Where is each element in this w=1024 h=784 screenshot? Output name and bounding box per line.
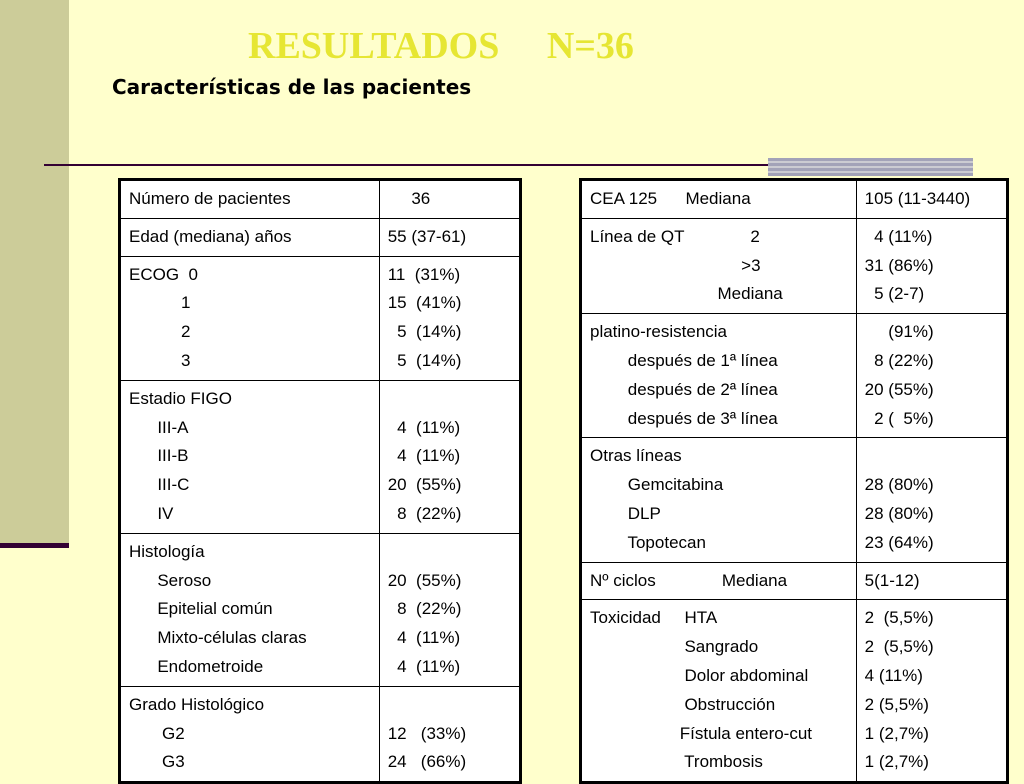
label-line: G2 — [129, 723, 185, 743]
label-line: Grado Histológico — [129, 694, 265, 714]
treatment-results-table — [579, 178, 1009, 784]
label-line: Fístula entero-cut — [590, 723, 813, 743]
value-line: 1 (2,7%) — [864, 752, 929, 772]
label-line: Epitelial común — [129, 599, 273, 619]
row-value-cell — [856, 438, 1007, 562]
label-line: III-B — [129, 446, 189, 466]
value-line: 8 (22%) — [387, 503, 462, 523]
row-value-cell — [856, 218, 1007, 313]
label-line: después de 3ª línea — [590, 408, 778, 428]
label-line: Mediana — [590, 284, 783, 304]
label-line: Número de pacientes — [129, 189, 291, 208]
value-line: 4 (11%) — [387, 417, 461, 437]
row-label-cell — [120, 533, 380, 686]
value-line: 4 (11%) — [864, 665, 923, 685]
slide-subtitle: Características de las pacientes — [112, 75, 472, 99]
label-line: G3 — [129, 752, 185, 772]
label-line: Mixto-células claras — [129, 628, 307, 648]
label-line: platino-resistencia — [590, 322, 728, 342]
table-row — [581, 180, 1008, 219]
value-line: 11 (31%) — [387, 264, 461, 284]
row-value-cell — [379, 218, 520, 256]
label-line: Estadio FIGO — [129, 388, 232, 408]
label-line: Edad (mediana) años — [129, 226, 292, 246]
value-line: 4 (11%) — [387, 628, 461, 648]
row-label-cell — [581, 218, 857, 313]
label-line: Histología — [129, 541, 205, 561]
value-line: 8 (22%) — [387, 599, 462, 619]
slide-title: RESULTADOS N=36 — [248, 25, 634, 67]
value-line: 23 (64%) — [864, 532, 934, 552]
value-line: 36 — [387, 189, 431, 208]
label-line: después de 1ª línea — [590, 350, 778, 370]
row-label-cell — [120, 256, 380, 380]
table-row — [120, 218, 521, 256]
label-line: Otras líneas — [590, 446, 682, 466]
row-value-cell — [379, 533, 520, 686]
row-label-cell — [120, 686, 380, 782]
value-line: 1 (2,7%) — [864, 723, 929, 743]
label-line: Obstrucción — [590, 694, 776, 714]
label-line: III-C — [129, 475, 190, 495]
label-line: Nº ciclos Mediana — [590, 570, 788, 590]
label-line: Línea de QT 2 — [590, 226, 760, 246]
row-value-cell — [379, 380, 520, 533]
value-line: 20 (55%) — [387, 570, 462, 590]
row-value-cell — [379, 686, 520, 782]
label-line: >3 — [590, 255, 761, 275]
value-line — [388, 385, 511, 414]
row-value-cell — [379, 180, 520, 219]
value-line — [388, 538, 511, 567]
row-label-cell — [581, 438, 857, 562]
table-row — [120, 533, 521, 686]
row-label-cell — [120, 218, 380, 256]
row-value-cell — [856, 600, 1007, 783]
value-line: 28 (80%) — [864, 475, 934, 495]
value-line: 31 (86%) — [864, 255, 934, 275]
value-line: 55 (37-61) — [387, 226, 467, 246]
patient-characteristics-table — [118, 178, 522, 784]
label-line: Toxicidad HTA — [590, 608, 718, 628]
label-line: 1 — [129, 293, 191, 313]
value-line: 12 (33%) — [387, 723, 467, 743]
label-line: Endometroide — [129, 656, 264, 676]
table-row — [581, 218, 1008, 313]
table-row — [581, 314, 1008, 438]
label-line: 3 — [129, 350, 191, 370]
label-line: DLP — [590, 503, 661, 523]
table-row — [120, 380, 521, 533]
row-label-cell — [581, 562, 857, 600]
label-line: Topotecan — [590, 532, 706, 552]
row-label-cell — [581, 600, 857, 783]
label-line: Sangrado — [590, 637, 759, 657]
value-line: 2 ( 5%) — [864, 408, 934, 428]
value-line: (91%) — [864, 322, 934, 342]
label-line: Dolor abdominal — [590, 665, 809, 685]
value-line: 5 (2-7) — [864, 284, 925, 304]
row-label-cell — [581, 180, 857, 219]
sidebar-bottom-edge — [0, 543, 69, 548]
value-line: 5 (14%) — [387, 322, 462, 342]
sidebar-decoration — [0, 0, 69, 546]
value-line — [865, 442, 998, 471]
row-label-cell — [581, 314, 857, 438]
row-label-cell — [120, 380, 380, 533]
value-line: 28 (80%) — [864, 503, 934, 523]
value-line: 24 (66%) — [387, 752, 467, 772]
label-line: ECOG 0 — [129, 264, 198, 284]
divider-accent-bar — [768, 158, 973, 176]
label-line: Seroso — [129, 570, 212, 590]
label-line: IV — [129, 503, 174, 523]
value-line: 8 (22%) — [864, 350, 934, 370]
value-line: 5(1-12) — [864, 570, 920, 590]
table-row — [581, 438, 1008, 562]
value-line: 4 (11%) — [387, 656, 461, 676]
table-row — [120, 256, 521, 380]
row-value-cell — [856, 314, 1007, 438]
row-value-cell — [856, 562, 1007, 600]
value-line: 2 (5,5%) — [864, 637, 934, 657]
value-line: 20 (55%) — [387, 475, 462, 495]
value-line: 2 (5,5%) — [864, 608, 934, 628]
row-label-cell — [120, 180, 380, 219]
row-value-cell — [379, 256, 520, 380]
label-line: III-A — [129, 417, 189, 437]
row-value-cell — [856, 180, 1007, 219]
label-line: después de 2ª línea — [590, 379, 778, 399]
table-row — [581, 600, 1008, 783]
table-row — [120, 180, 521, 219]
value-line: 105 (11-3440) — [864, 189, 971, 208]
value-line: 4 (11%) — [864, 226, 933, 246]
label-line: 2 — [129, 322, 191, 342]
value-line: 5 (14%) — [387, 350, 462, 370]
value-line: 4 (11%) — [387, 446, 461, 466]
value-line: 20 (55%) — [864, 379, 934, 399]
label-line: Gemcitabina — [590, 475, 724, 495]
table-row — [581, 562, 1008, 600]
label-line: Trombosis — [590, 752, 763, 772]
value-line — [388, 691, 511, 720]
value-line: 15 (41%) — [387, 293, 462, 313]
label-line: CEA 125 Mediana — [590, 189, 751, 208]
table-row — [120, 686, 521, 782]
value-line: 2 (5,5%) — [864, 694, 929, 714]
